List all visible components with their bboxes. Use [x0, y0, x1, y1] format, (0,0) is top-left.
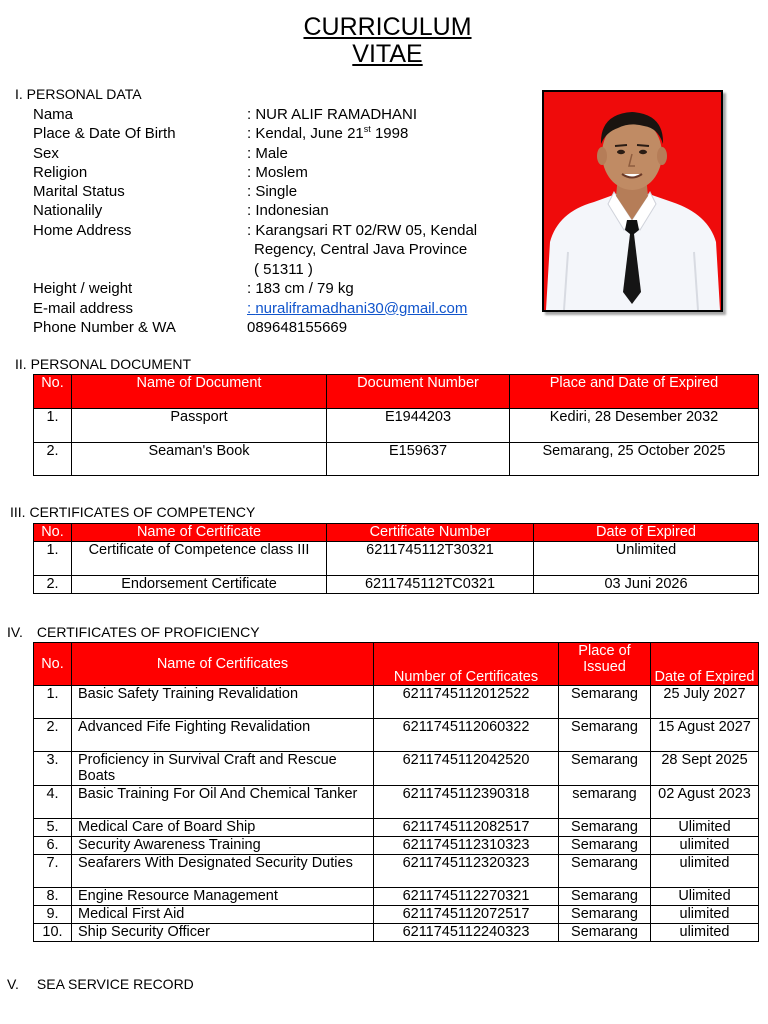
section-personal-document-heading: II. PERSONAL DOCUMENT [15, 356, 192, 372]
table-cell: Ship Security Officer [72, 924, 374, 942]
table-cell: 02 Agust 2023 [651, 786, 759, 819]
table-cell: 6211745112012522 [374, 686, 559, 719]
table-cell: ulimited [651, 906, 759, 924]
table-row [34, 719, 759, 752]
table-cell: Advanced Fife Fighting Revalidation [72, 719, 374, 752]
table-row [34, 752, 759, 786]
table-cell: Semarang [559, 855, 651, 888]
table-cell: Medical Care of Board Ship [72, 819, 374, 837]
table-cell: Semarang [559, 924, 651, 942]
table-cell: Basic Safety Training Revalidation [72, 686, 374, 719]
table-row: 2. Endorsement Certificate 6211745112TC0321 03 Juni 2026 [34, 576, 759, 594]
table-cell: 28 Sept 2025 [651, 752, 759, 786]
table-cell: 4. [34, 786, 72, 819]
table-row [34, 888, 759, 906]
table-cell: Proficiency in Survival Craft and Rescue Boats [72, 752, 374, 786]
table-cell: 6211745112082517 [374, 819, 559, 837]
personal-document-table [33, 374, 759, 476]
table-cell: Ulimited [651, 888, 759, 906]
table-cell: ulimited [651, 855, 759, 888]
table-cell: Basic Training For Oil And Chemical Tanker [72, 786, 374, 819]
table-cell: 6211745112060322 [374, 719, 559, 752]
table-cell: 6211745112072517 [374, 906, 559, 924]
table-row: 2. Seaman's Book E159637 Semarang, 25 October 2025 [34, 443, 759, 476]
table-cell: 6211745112270321 [374, 888, 559, 906]
table-cell: 9. [34, 906, 72, 924]
table-cell: Semarang [559, 686, 651, 719]
table-cell: Medical First Aid [72, 906, 374, 924]
table-cell: Semarang [559, 719, 651, 752]
table-cell: Security Awareness Training [72, 837, 374, 855]
profile-photo-image [544, 92, 721, 310]
proficiency-table [33, 642, 759, 942]
table-row: 1. Certificate of Competence class III 6211745112T30321 Unlimited [34, 542, 759, 576]
email-link[interactable]: nuraliframadhani30@gmail.com [255, 299, 468, 317]
table-row [34, 686, 759, 719]
table-cell: 1. [34, 686, 72, 719]
table-cell: 6. [34, 837, 72, 855]
section-competency-heading: III. CERTIFICATES OF COMPETENCY [10, 504, 256, 520]
table-cell: Semarang [559, 888, 651, 906]
table-cell: 6211745112390318 [374, 786, 559, 819]
table-cell: 6211745112240323 [374, 924, 559, 942]
profile-photo [542, 90, 723, 312]
table-row: 1. Passport E1944203 Kediri, 28 Desember 2032 [34, 409, 759, 443]
table-cell: 8. [34, 888, 72, 906]
table-cell: 7. [34, 855, 72, 888]
table-row [34, 855, 759, 888]
table-cell: 2. [34, 719, 72, 752]
table-cell: 6211745112320323 [374, 855, 559, 888]
table-cell: ulimited [651, 837, 759, 855]
table-cell: Semarang [559, 906, 651, 924]
title-line-2: VITAE [352, 40, 423, 68]
table-header-row: No. Name of Certificates Number of Certificates Place of Issued Date of Expired [34, 643, 759, 686]
table-header-row: No. Name of Document Document Number Place and Date of Expired [34, 375, 759, 409]
table-row [34, 906, 759, 924]
section-proficiency-heading: IV. CERTIFICATES OF PROFICIENCY [7, 624, 260, 640]
table-cell: Seafarers With Designated Security Duties [72, 855, 374, 888]
competency-table [33, 523, 759, 594]
section-personal-data-heading: I. PERSONAL DATA [15, 86, 142, 102]
table-cell: Semarang [559, 752, 651, 786]
table-cell: Engine Resource Management [72, 888, 374, 906]
table-cell: 6211745112310323 [374, 837, 559, 855]
table-cell: 5. [34, 819, 72, 837]
table-row [34, 819, 759, 837]
section-sea-service-heading: V. SEA SERVICE RECORD [7, 976, 194, 992]
table-cell: ulimited [651, 924, 759, 942]
document-title [0, 14, 768, 68]
table-cell: 6211745112042520 [374, 752, 559, 786]
title-line-1: CURRICULUM [303, 13, 472, 41]
table-cell: Semarang [559, 837, 651, 855]
table-cell: 15 Agust 2027 [651, 719, 759, 752]
table-cell: 10. [34, 924, 72, 942]
table-cell: semarang [559, 786, 651, 819]
table-cell: 25 July 2027 [651, 686, 759, 719]
table-cell: Semarang [559, 819, 651, 837]
table-cell: Ulimited [651, 819, 759, 837]
table-row [34, 837, 759, 855]
table-row [34, 786, 759, 819]
table-row [34, 924, 759, 942]
table-cell: 3. [34, 752, 72, 786]
table-header-row: No. Name of Certificate Certificate Number Date of Expired [34, 524, 759, 542]
